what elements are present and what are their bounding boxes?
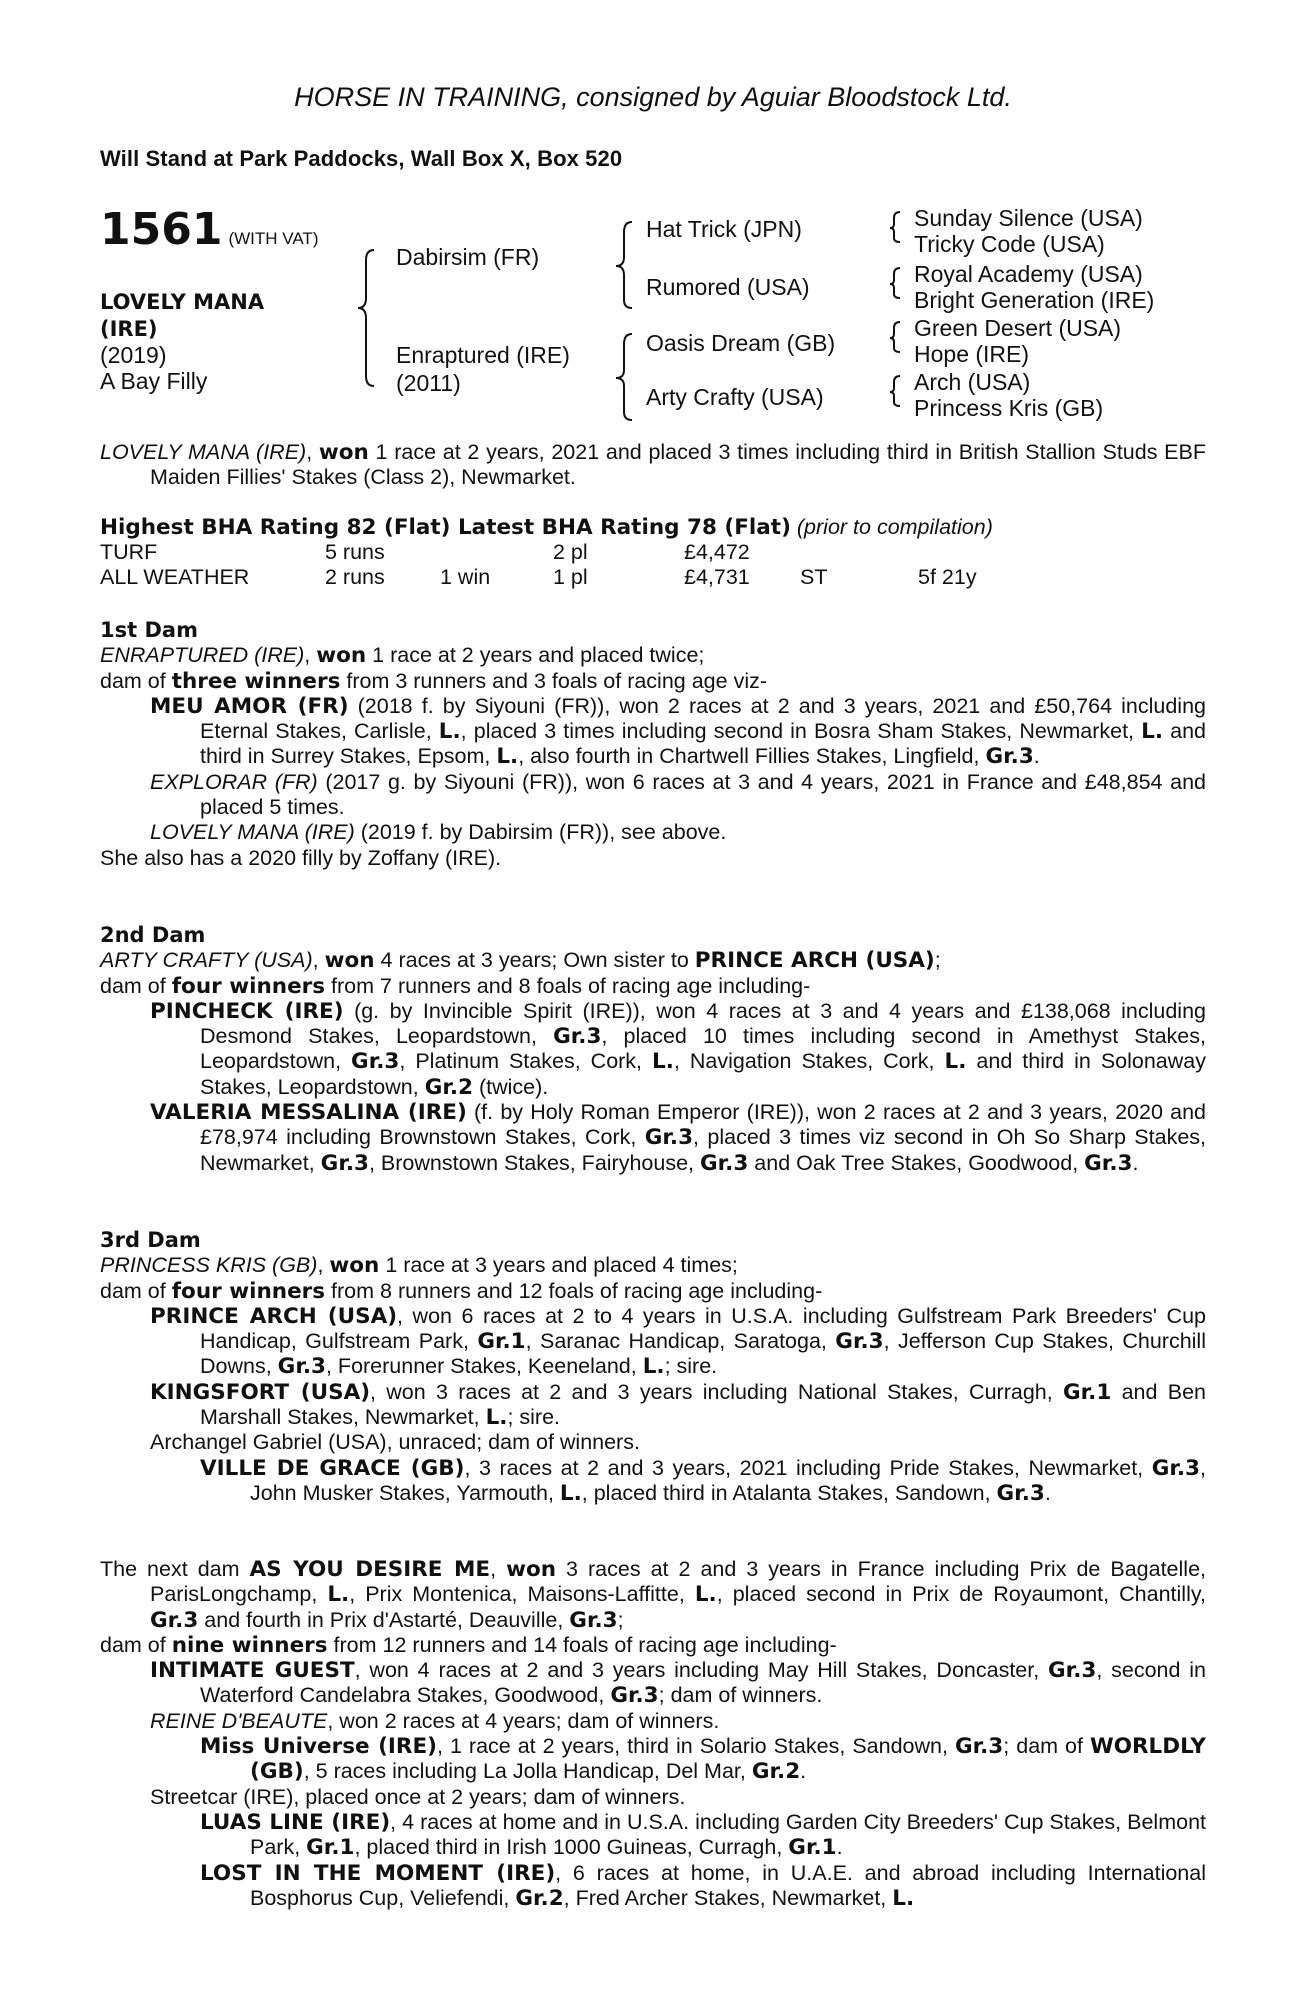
- pedigree-dds: Arch (USA): [914, 369, 1031, 395]
- pedigree-sire: Dabirsim (FR): [396, 244, 540, 270]
- pedigree-ddd: Princess Kris (GB): [914, 395, 1104, 421]
- horse-description: A Bay Filly: [100, 368, 208, 394]
- second-dam-section: 2nd Dam ARTY CRAFTY (USA), won 4 races at 3 years; Own sister to PRINCE ARCH (USA); dam of four winners from 7 runners and 8 foals of racing age including- PINCHECK (IRE) (g. by Invincible Spirit (IRE)), won 4 races at 3 and 4 years and £138,068 including Desmond Stakes, Leopardstown, Gr.3, placed 10 times including second in Amethyst Stakes, Leopardstown, Gr.3, Platinum Stakes, Cork, L., Navigation Stakes, Cork, L. and third in Solonaway Stakes, Leopardstown, Gr.2 (twice). VALERIA MESSALINA (IRE) (f. by Holy Roman Emperor (IRE)), won 2 races at 2 and 3 years, 2020 and £78,974 including Brownstown Stakes, Cork, Gr.3, placed 3 times viz second in Oh So Sharp Stakes, Newmarket, Gr.3, Brownstown Stakes, Fairyhouse, Gr.3 and Oak Tree Stakes, Goodwood, Gr.3.: [100, 923, 1206, 1176]
- pedigree-sire-sire: Hat Trick (JPN): [646, 216, 802, 242]
- fourth-dam-section: The next dam AS YOU DESIRE ME, won 3 races at 2 and 3 years in France including Prix de Bagatelle, ParisLongchamp, L., Prix Montenica, Maisons-Laffitte, L., placed second in Prix de Royaumont, Chantilly, Gr.3 and fourth in Prix d'Astarté, Deauville, Gr.3; dam of nine winners from 12 runners and 14 foals of racing age including- INTIMATE GUEST, won 4 races at 2 and 3 years including May Hill Stakes, Doncaster, Gr.3, second in Waterford Candelabra Stakes, Goodwood, Gr.3; dam of winners. REINE D'BEAUTE, won 2 races at 4 years; dam of winners. Miss Universe (IRE), 1 race at 2 years, third in Solario Stakes, Sandown, Gr.3; dam of WORLDLY (GB), 5 races including La Jolla Handicap, Del Mar, Gr.2. Streetcar (IRE), placed once at 2 years; dam of winners. LUAS LINE (IRE), 4 races at home and in U.S.A. including Garden City Breeders' Cup Stakes, Belmont Park, Gr.1, placed third in Irish 1000 Guineas, Curragh, Gr.1. LOST IN THE MOMENT (IRE), 6 races at home, in U.A.E. and abroad including International Bosphorus Cup, Veliefendi, Gr.2, Fred Archer Stakes, Newmarket, L.: [100, 1557, 1207, 1911]
- pedigree-dam-dam: Arty Crafty (USA): [646, 384, 824, 410]
- pedigree-sds: Royal Academy (USA): [914, 261, 1143, 287]
- third-dam-section: 3rd Dam PRINCESS KRIS (GB), won 1 race at 3 years and placed 4 times; dam of four winners from 8 runners and 12 foals of racing age including- PRINCE ARCH (USA), won 6 races at 2 to 4 years in U.S.A. including Gulfstream Park Breeders' Cup Handicap, Gulfstream Park, Gr.1, Saranac Handicap, Saratoga, Gr.3, Jefferson Cup Stakes, Churchill Downs, Gr.3, Forerunner Stakes, Keeneland, L.; sire. KINGSFORT (USA), won 3 races at 2 and 3 years including National Stakes, Curragh, Gr.1 and Ben Marshall Stakes, Newmarket, L.; sire. Archangel Gabriel (USA), unraced; dam of winners. VILLE DE GRACE (GB), 3 races at 2 and 3 years, 2021 including Pride Stakes, Newmarket, Gr.3, John Musker Stakes, Yarmouth, L., placed third in Atalanta Stakes, Sandown, Gr.3.: [100, 1228, 1206, 1506]
- pedigree-ssd: Tricky Code (USA): [914, 231, 1105, 257]
- stand-location: Will Stand at Park Paddocks, Wall Box X, Box 520: [100, 146, 623, 171]
- pedigree-sss: Sunday Silence (USA): [914, 205, 1143, 231]
- pedigree-dsd: Hope (IRE): [914, 341, 1030, 367]
- section-heading: 3rd Dam: [100, 1228, 201, 1252]
- record-row-all-weather: ALL WEATHER 2 runs 1 win 1 pl £4,731 ST 5f 21y: [100, 565, 977, 590]
- pedigree-dss: Green Desert (USA): [914, 315, 1122, 341]
- section-heading: 1st Dam: [100, 618, 198, 642]
- page-header: HORSE IN TRAINING, consigned by Aguiar Bloodstock Ltd.: [294, 82, 1012, 112]
- first-dam-section: 1st Dam ENRAPTURED (IRE), won 1 race at 2 years and placed twice; dam of three winners from 3 runners and 3 foals of racing age viz- MEU AMOR (FR) (2018 f. by Siyouni (FR)), won 2 races at 2 and 3 years, 2021 and £50,764 including Eternal Stakes, Carlisle, L., placed 3 times including second in Bosra Sham Stakes, Newmarket, L. and third in Surrey Stakes, Epsom, L., also fourth in Chartwell Fillies Stakes, Lingfield, Gr.3. EXPLORAR (FR) (2017 g. by Siyouni (FR)), won 6 races at 3 and 4 years, 2021 in France and £48,854 and placed 5 times. LOVELY MANA (IRE) (2019 f. by Dabirsim (FR)), see above. She also has a 2020 filly by Zoffany (IRE).: [100, 618, 1206, 870]
- pedigree-sdd: Bright Generation (IRE): [914, 287, 1155, 313]
- pedigree-dam: Enraptured (IRE): [396, 342, 570, 368]
- record-row-turf: TURF 5 runs 2 pl £4,472: [100, 540, 750, 565]
- horse-name: LOVELY MANA: [100, 290, 265, 314]
- lot-number: 1561: [100, 204, 223, 255]
- vat-note: (WITH VAT): [228, 229, 319, 248]
- rating-block: Highest BHA Rating 82 (Flat) Latest BHA Rating 78 (Flat) (prior to compilation) TURF 5 runs 2 pl £4,472 ALL WEATHER 2 runs 1 win 1 pl £4,731 ST 5f 21y: [100, 515, 1206, 590]
- horse-country: (IRE): [100, 317, 158, 341]
- section-heading: 2nd Dam: [100, 923, 206, 947]
- horse-year: (2019): [100, 342, 167, 368]
- bha-rating: Highest BHA Rating 82 (Flat) Latest BHA Rating 78 (Flat): [100, 515, 791, 540]
- race-summary: LOVELY MANA (IRE), won 1 race at 2 years, 2021 and placed 3 times including third in British Stallion Studs EBF Maiden Fillies' Stakes (Class 2), Newmarket.: [100, 440, 1206, 490]
- pedigree-sire-dam: Rumored (USA): [646, 274, 810, 300]
- pedigree-dam-year: (2011): [396, 370, 461, 396]
- pedigree-dam-sire: Oasis Dream (GB): [646, 330, 836, 356]
